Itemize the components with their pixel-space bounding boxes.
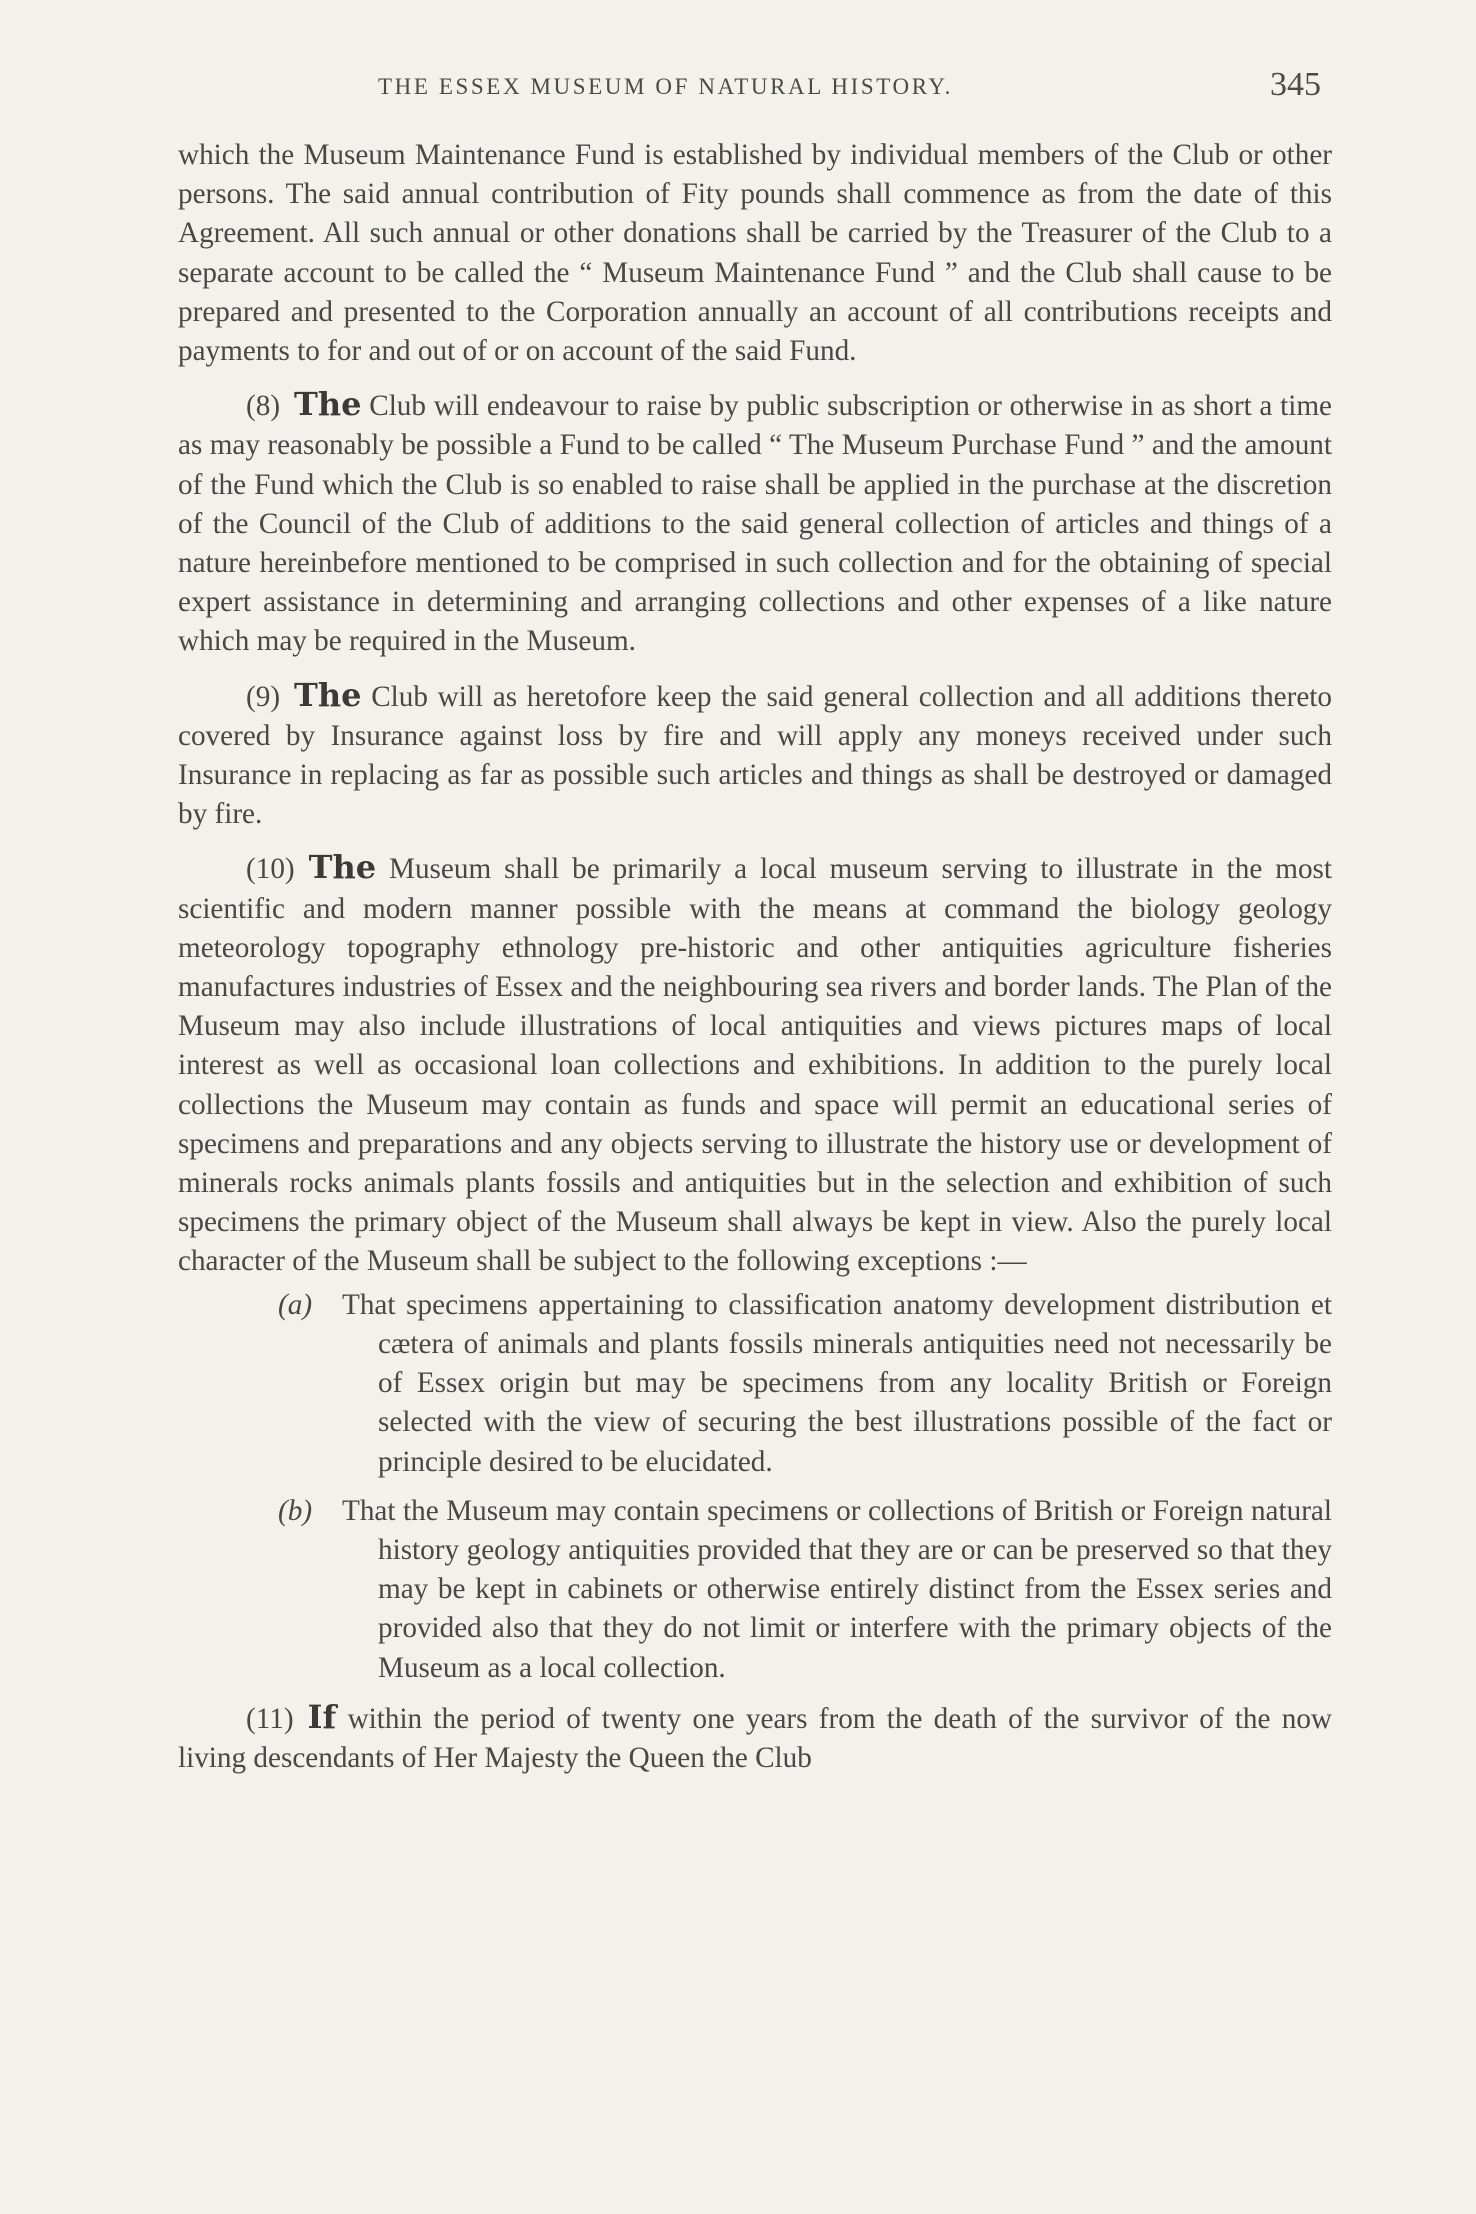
paragraph-text: which the Museum Maintenance Fund is established by individual members of the Club or other persons. The said annual contribution of Fity pounds shall commence as from the date of this Agreement. All such annual or other donations shall be carried by the Treasurer of the Club to a separate account to be called the “ Museum Maintenance Fund ” and the Club shall cause to be prepared and presented to the Corporation annually an account of all contributions receipts and payments to for and out of or on account of the said Fund. (178, 139, 1332, 368)
clause-text: Club will endeavour to raise by public subscription or otherwise in as short a time as may reasonably be possible a Fund to be called “ The Museum Purchase Fund ” and the amount of the Fund which the Club is so enabled to raise shall be applied in the purchase at the discretion of the Council of the Club of additions to the said general collection of articles and things of a nature hereinbefore mentioned to be comprised in such collection and for the obtaining of special expert assistance in determining and arranging collections and other expenses of a like nature which may be required in the Museum. (178, 390, 1332, 658)
clause-number: (11) (246, 1702, 294, 1735)
body-text (178, 136, 1332, 1778)
blackletter-lead-word: The (294, 385, 362, 424)
running-head: THE ESSEX MUSEUM OF NATURAL HISTORY. (378, 74, 953, 99)
blackletter-lead-word: If (307, 1697, 337, 1736)
sub-clause-label: (a) (278, 1288, 313, 1321)
clause-text: within the period of twenty one years from the death of the survivor of the now living descendants of Her Majesty the Queen the Club (178, 1702, 1333, 1774)
sub-clause-label: (b) (278, 1494, 313, 1527)
sub-clause-a (178, 1286, 1332, 1482)
page-number: 345 (1270, 66, 1321, 103)
clause-number: (8) (246, 390, 281, 423)
page-header (0, 66, 1476, 116)
clause-9 (178, 676, 1332, 835)
clause-number: (9) (246, 680, 281, 713)
sub-clause-text: That the Museum may contain specimens or collections of British or Foreign natural history geology antiquities provided that they are or can be preserved so that they may be kept in cabinets or otherwise entirely distinct from the Essex series and provided also that they do not limit or interfere with the primary objects of the Museum as a local collection. (342, 1494, 1332, 1684)
clause-11 (178, 1698, 1332, 1778)
sub-clause-b (178, 1492, 1332, 1688)
clause-number: (10) (246, 853, 295, 886)
sub-clause-text: That specimens appertaining to classification anatomy development distribution et cætera of animals and plants fossils minerals antiquities need not necessarily be of Essex origin but may be specimens from any locality British or Foreign selected with the view of securing the best illustrations possible of the fact or principle desired to be elucidated. (342, 1288, 1332, 1478)
clause-8 (178, 385, 1332, 661)
blackletter-lead-word: The (294, 675, 362, 714)
paragraph-continued (178, 136, 1332, 371)
clause-text: Club will as heretofore keep the said general collection and all additions thereto covered by Insurance against loss by fire and will apply any moneys received under such Insurance in replacing as far as possible such articles and things as shall be destroyed or damaged by fire. (178, 680, 1333, 831)
blackletter-lead-word: The (308, 848, 377, 887)
clause-10 (178, 848, 1332, 1281)
clause-text: Museum shall be primarily a local museum serving to illustrate in the most scientific and modern manner possible with the means at command the biology geology meteorology topography ethnology pre-historic and other antiquities agriculture fisheries manufactures industries of Essex and the neighbouring sea rivers and border lands. The Plan of the Museum may also include illustrations of local antiquities and views pictures maps of local interest as well as occasional loan collections and exhibitions. In addition to the purely local collections the Museum may contain as funds and space will permit an educational series of specimens and preparations and any objects serving to illustrate the history use or development of minerals rocks animals plants fossils and antiquities but in the selection and exhibition of such specimens the primary object of the Museum shall always be kept in view. Also the purely local character of the Museum shall be subject to the following exceptions :— (178, 853, 1333, 1278)
